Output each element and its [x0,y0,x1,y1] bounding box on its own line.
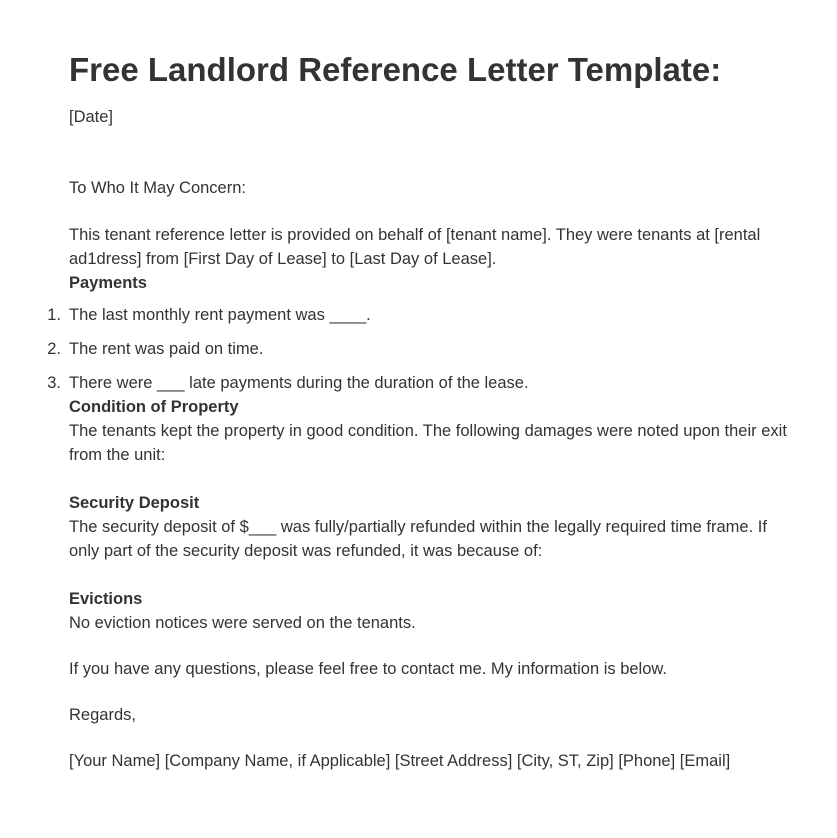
condition-paragraph: The tenants kept the property in good condition. The following damages were noted upon their exit from the unit: [69,422,787,464]
deposit-heading: Security Deposit [69,494,200,512]
intro-paragraph: This tenant reference letter is provided on behalf of [tenant name]. They were tenants at [rental ad1dress] from [First Day of Lease] to [Last Day of Lease]. [69,226,761,268]
evictions-heading: Evictions [69,590,143,608]
deposit-paragraph: The security deposit of $___ was fully/partially refunded within the legally required time frame. If only part of the security deposit was refunded, it was because of: [69,518,767,560]
salutation: To Who It May Concern: [69,179,246,197]
list-item [47,303,789,327]
list-number: 1. [47,306,61,324]
closing: Regards, [69,706,136,724]
date-placeholder: [Date] [69,108,114,126]
list-item-text: There were ___ late payments during the duration of the lease. [69,374,529,392]
list-item-text: The last monthly rent payment was ____. [69,306,371,324]
payments-heading: Payments [69,274,147,292]
list-item [47,337,789,361]
list-number: 3. [47,374,61,392]
condition-heading: Condition of Property [69,398,239,416]
list-number: 2. [47,340,61,358]
page-title: Free Landlord Reference Letter Template: [69,51,722,88]
letter-document [47,50,789,773]
payments-list [47,303,789,395]
list-item-text: The rent was paid on time. [69,340,264,358]
evictions-paragraph: No eviction notices were served on the tenants. [69,614,416,632]
questions-paragraph: If you have any questions, please feel free to contact me. My information is below. [69,660,667,678]
signature-block: [Your Name] [Company Name, if Applicable] [Street Address] [City, ST, Zip] [Phone] [Email] [69,752,731,770]
list-item [47,371,789,395]
